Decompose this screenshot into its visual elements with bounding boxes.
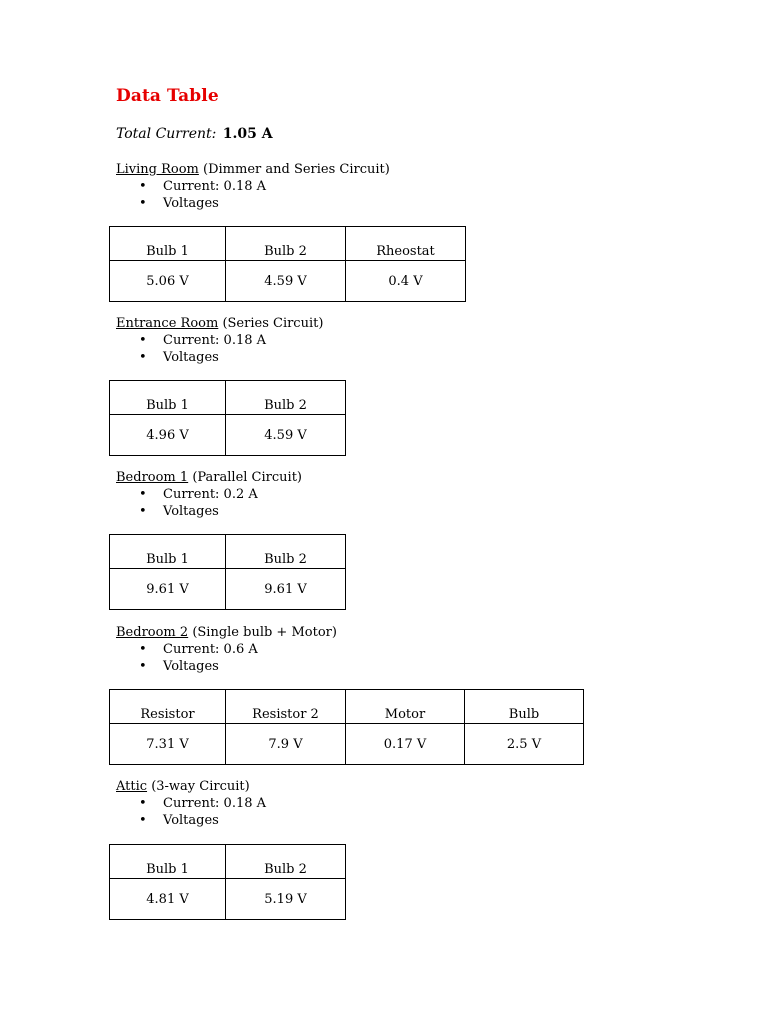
bullet-icon: • — [139, 796, 147, 811]
list-item-voltages — [116, 503, 676, 520]
current-text: Current: 0.18 A — [163, 796, 267, 811]
section-heading — [116, 315, 676, 332]
voltage-table-bedroom-1 — [109, 534, 346, 610]
bullet-list — [116, 178, 676, 212]
table-cell: 9.61 V — [110, 569, 226, 610]
voltage-table-entrance-room — [109, 380, 346, 456]
circuit-type: (Single bulb + Motor) — [192, 625, 337, 640]
current-text: Current: 0.2 A — [163, 487, 258, 502]
circuit-type: (Series Circuit) — [222, 316, 324, 331]
table-header-cell: Bulb 1 — [110, 845, 226, 879]
current-text: Current: 0.18 A — [163, 179, 267, 194]
table-header-cell: Bulb 2 — [226, 227, 346, 261]
bullet-icon: • — [139, 487, 147, 502]
circuit-type: (Dimmer and Series Circuit) — [203, 162, 390, 177]
current-text: Current: 0.18 A — [163, 333, 267, 348]
table-header-row — [110, 381, 346, 415]
table-cell: 2.5 V — [465, 724, 584, 765]
list-item-current — [116, 795, 676, 812]
table-row — [110, 261, 466, 302]
bullet-icon: • — [139, 813, 147, 828]
list-item-current — [116, 486, 676, 503]
section-heading — [116, 161, 676, 178]
voltage-table-living-room — [109, 226, 466, 302]
voltages-text: Voltages — [163, 504, 219, 519]
section-heading — [116, 469, 676, 486]
section-living-room — [116, 161, 676, 212]
current-text: Current: 0.6 A — [163, 642, 258, 657]
table-header-cell: Bulb 1 — [110, 227, 226, 261]
table-header-cell: Bulb 2 — [226, 845, 346, 879]
bullet-icon: • — [139, 196, 147, 211]
table-cell: 5.06 V — [110, 261, 226, 302]
table-header-row — [110, 845, 346, 879]
bullet-list — [116, 795, 676, 829]
table-cell: 9.61 V — [226, 569, 346, 610]
table-cell: 4.81 V — [110, 879, 226, 920]
room-name: Living Room — [116, 162, 199, 177]
circuit-type: (3-way Circuit) — [151, 779, 250, 794]
circuit-type: (Parallel Circuit) — [192, 470, 302, 485]
table-header-cell: Bulb — [465, 690, 584, 724]
total-current — [116, 126, 273, 142]
voltages-text: Voltages — [163, 196, 219, 211]
voltages-text: Voltages — [163, 813, 219, 828]
table-header-row — [110, 227, 466, 261]
total-current-label: Total Current: — [116, 126, 217, 142]
document-title: Data Table — [116, 86, 219, 106]
section-bedroom-1 — [116, 469, 676, 520]
table-row — [110, 879, 346, 920]
section-heading — [116, 624, 676, 641]
bullet-icon: • — [139, 642, 147, 657]
table-header-cell: Resistor — [110, 690, 226, 724]
list-item-current — [116, 332, 676, 349]
section-attic — [116, 778, 676, 829]
bullet-icon: • — [139, 350, 147, 365]
table-cell: 4.59 V — [226, 261, 346, 302]
list-item-voltages — [116, 195, 676, 212]
list-item-current — [116, 641, 676, 658]
table-header-row — [110, 535, 346, 569]
table-row — [110, 415, 346, 456]
list-item-voltages — [116, 658, 676, 675]
room-name: Bedroom 2 — [116, 625, 189, 640]
table-cell: 7.31 V — [110, 724, 226, 765]
table-row — [110, 724, 584, 765]
bullet-list — [116, 641, 676, 675]
table-cell: 0.17 V — [346, 724, 465, 765]
table-row — [110, 569, 346, 610]
voltages-text: Voltages — [163, 350, 219, 365]
voltage-table-bedroom-2 — [109, 689, 584, 765]
table-cell: 4.96 V — [110, 415, 226, 456]
room-name: Attic — [116, 779, 148, 794]
room-name: Bedroom 1 — [116, 470, 189, 485]
table-cell: 0.4 V — [346, 261, 466, 302]
section-entrance-room — [116, 315, 676, 366]
table-header-cell: Bulb 1 — [110, 535, 226, 569]
voltage-table-attic — [109, 844, 346, 920]
table-header-cell: Resistor 2 — [226, 690, 346, 724]
table-header-cell: Rheostat — [346, 227, 466, 261]
table-header-cell: Bulb 2 — [226, 535, 346, 569]
bullet-icon: • — [139, 504, 147, 519]
room-name: Entrance Room — [116, 316, 219, 331]
section-bedroom-2 — [116, 624, 676, 675]
bullet-icon: • — [139, 333, 147, 348]
table-cell: 4.59 V — [226, 415, 346, 456]
list-item-voltages — [116, 812, 676, 829]
table-header-cell: Bulb 2 — [226, 381, 346, 415]
table-header-row — [110, 690, 584, 724]
section-heading — [116, 778, 676, 795]
bullet-icon: • — [139, 659, 147, 674]
table-header-cell: Motor — [346, 690, 465, 724]
table-cell: 7.9 V — [226, 724, 346, 765]
list-item-current — [116, 178, 676, 195]
table-cell: 5.19 V — [226, 879, 346, 920]
bullet-list — [116, 332, 676, 366]
voltages-text: Voltages — [163, 659, 219, 674]
list-item-voltages — [116, 349, 676, 366]
total-current-value: 1.05 A — [222, 126, 273, 142]
bullet-list — [116, 486, 676, 520]
table-header-cell: Bulb 1 — [110, 381, 226, 415]
bullet-icon: • — [139, 179, 147, 194]
